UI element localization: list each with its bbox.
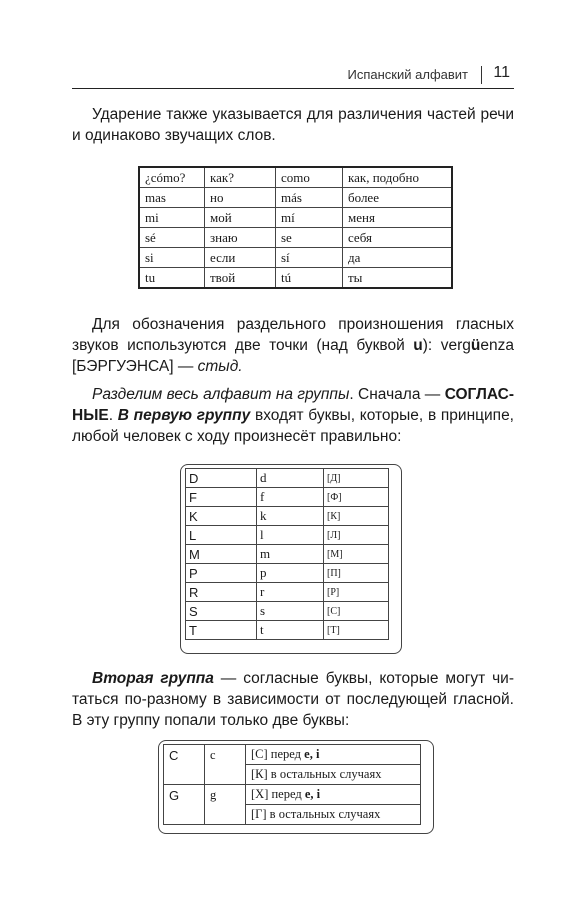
text-line (72, 668, 514, 689)
group2-table-frame (158, 740, 434, 834)
text-span: . (108, 407, 118, 424)
table-cell: ¿cómo? (139, 167, 205, 188)
table-cell: d (257, 469, 324, 488)
text-span-bold: e, i (304, 747, 320, 761)
group2-consonants-table (163, 744, 421, 825)
paragraph-diaeresis (72, 314, 514, 377)
table-cell: меня (343, 208, 453, 228)
table-cell: g (205, 785, 246, 825)
text-line: любой человек с ходу произнесёт правильно: (72, 428, 402, 445)
text-span: ): verg (422, 337, 471, 354)
table-row (186, 583, 389, 602)
table-cell: [К] (324, 507, 389, 526)
text-line: и одинаково звучащих слов. (72, 127, 276, 144)
text-span: входят буквы, которые, в принципе, (250, 407, 514, 424)
text-line (72, 335, 514, 356)
table-cell: si (139, 248, 205, 268)
text-span-bold: u (413, 337, 423, 354)
table-row (139, 208, 452, 228)
table-cell: se (276, 228, 343, 248)
table-cell: [Р] (324, 583, 389, 602)
text-line: Для обозначения раздельного произношения гласных (92, 316, 514, 333)
table-cell: но (205, 188, 276, 208)
text-span: [Х] перед (251, 787, 305, 801)
header-title: Испанский алфавит (347, 67, 468, 82)
table-cell: f (257, 488, 324, 507)
table-cell: mí (276, 208, 343, 228)
table-cell: sí (276, 248, 343, 268)
paragraph-stress (72, 104, 514, 146)
table-cell: K (186, 507, 257, 526)
table-cell: tu (139, 268, 205, 289)
table-cell: [Ф] (324, 488, 389, 507)
text-span-bold: НЫЕ (72, 407, 109, 424)
table-cell: ты (343, 268, 453, 289)
text-line: В эту группу попали только две буквы: (72, 712, 350, 729)
text-span-bold-italic: Вторая группа (92, 670, 214, 687)
text-line: таться по-разному в зависимости от последующей гласной. (72, 691, 514, 708)
group1-consonants-table (185, 468, 389, 640)
table-cell: D (186, 469, 257, 488)
table-cell: [Г] в остальных случаях (246, 805, 421, 825)
table-cell: P (186, 564, 257, 583)
table-cell: мой (205, 208, 276, 228)
table-cell: m (257, 545, 324, 564)
text-span-bold: e, i (304, 787, 321, 801)
table-cell: k (257, 507, 324, 526)
header-separator (481, 66, 482, 84)
table-cell: более (343, 188, 453, 208)
text-span: . Сначала — (349, 386, 445, 403)
table-cell: l (257, 526, 324, 545)
table-cell: [С] (324, 602, 389, 621)
text-line (72, 405, 514, 426)
text-span: звуков используются две точки (над буквой (72, 337, 414, 354)
paragraph-second-group (72, 668, 514, 731)
table-cell: [Т] (324, 621, 389, 640)
table-cell: твой (205, 268, 276, 289)
table-cell: [Д] (324, 469, 389, 488)
paragraph-groups (72, 384, 514, 447)
table-cell: S (186, 602, 257, 621)
text-line: Ударение также указывается для различения частей речи (92, 106, 514, 123)
table-cell: R (186, 583, 257, 602)
table-cell: [Л] (324, 526, 389, 545)
table-row (186, 564, 389, 583)
table-cell: t (257, 621, 324, 640)
table-cell: T (186, 621, 257, 640)
table-row (186, 526, 389, 545)
page-number: 11 (493, 64, 510, 81)
table-row (186, 507, 389, 526)
text-span-italic: стыд. (197, 358, 243, 375)
table-cell: M (186, 545, 257, 564)
table-row (139, 268, 452, 289)
table-cell: s (257, 602, 324, 621)
table-cell: G (164, 785, 205, 825)
text-line (72, 356, 514, 377)
table-cell: sé (139, 228, 205, 248)
table-cell: C (164, 745, 205, 785)
table-cell: c (205, 745, 246, 785)
table-row (186, 469, 389, 488)
table-row (139, 228, 452, 248)
table-cell: p (257, 564, 324, 583)
table-row (186, 602, 389, 621)
table-cell: если (205, 248, 276, 268)
table-cell: r (257, 583, 324, 602)
table-row (139, 248, 452, 268)
table-cell (246, 745, 421, 765)
table-row (164, 785, 421, 805)
text-span: — согласные буквы, которые могут чи- (213, 670, 514, 687)
table-row (164, 745, 421, 765)
table-cell: как, подобно (343, 167, 453, 188)
running-header (72, 66, 514, 89)
text-span-bold: СОГЛАС- (444, 386, 514, 403)
table-cell: знаю (205, 228, 276, 248)
table-row (186, 488, 389, 507)
table-cell: [М] (324, 545, 389, 564)
group1-table-frame (180, 464, 402, 654)
table-cell: L (186, 526, 257, 545)
table-cell: себя (343, 228, 453, 248)
table-cell: mi (139, 208, 205, 228)
text-span: [БЭРГУЭНСА] — (72, 358, 198, 375)
text-line (72, 384, 514, 405)
text-span: [С] перед (251, 747, 305, 761)
table-row (139, 188, 452, 208)
text-span: enza (480, 337, 515, 354)
text-span-italic: Разделим весь алфавит на группы (92, 386, 350, 403)
table-cell: [К] в остальных случаях (246, 765, 421, 785)
table-row (186, 621, 389, 640)
table-row (186, 545, 389, 564)
table-cell: más (276, 188, 343, 208)
table-cell: [П] (324, 564, 389, 583)
stress-words-table (138, 166, 453, 289)
table-cell: tú (276, 268, 343, 289)
text-span-bold-italic: В первую группу (117, 407, 251, 424)
table-cell: F (186, 488, 257, 507)
table-cell (246, 785, 421, 805)
table-cell: mas (139, 188, 205, 208)
table-row (139, 167, 452, 188)
table-cell: como (276, 167, 343, 188)
table-cell: да (343, 248, 453, 268)
table-cell: как? (205, 167, 276, 188)
text-span-bold: ü (470, 337, 481, 354)
